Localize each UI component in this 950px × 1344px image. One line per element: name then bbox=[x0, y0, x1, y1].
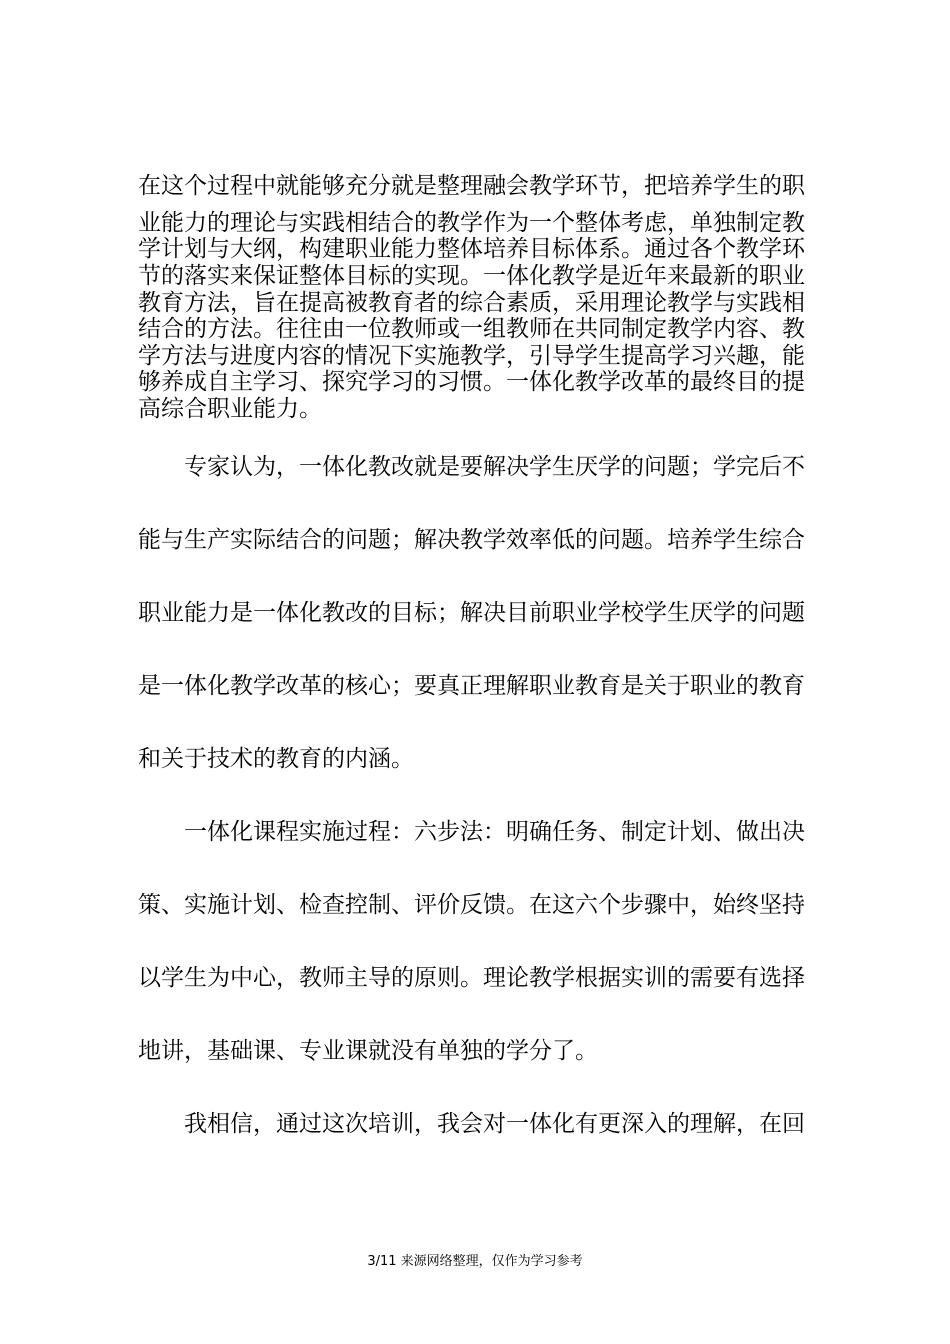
paragraph-1-line-3: 学计划与大纲，构建职业能力整体培养目标体系。通过各个教学环 bbox=[138, 236, 805, 262]
paragraph-1-line-1: 在这个过程中就能够充分就是整理融会教学环节，把培养学生的职 bbox=[138, 173, 805, 199]
paragraph-1-line-7: 学方法与进度内容的情况下实施教学，引导学生提高学习兴趣，能 bbox=[138, 343, 805, 369]
paragraph-3-line-3: 以学生为中心，教师主导的原则。理论教学根据实训的需要有选择 bbox=[138, 965, 805, 991]
paragraph-2-line-4: 是一体化教学改革的核心；要真正理解职业教育是关于职业的教育 bbox=[138, 673, 805, 699]
paragraph-3-line-2: 策、实施计划、检查控制、评价反馈。在这六个步骤中，始终坚持 bbox=[138, 892, 805, 918]
paragraph-1-line-6: 结合的方法。往往由一位教师或一组教师在共同制定教学内容、教 bbox=[138, 316, 805, 342]
paragraph-1-line-2: 业能力的理论与实践相结合的教学作为一个整体考虑，单独制定教 bbox=[138, 210, 805, 236]
paragraph-1-line-9: 高综合职业能力。 bbox=[138, 396, 322, 422]
paragraph-3-line-1: 一体化课程实施过程：六步法：明确任务、制定计划、做出决 bbox=[184, 819, 805, 845]
paragraph-2-line-1: 专家认为，一体化教改就是要解决学生厌学的问题；学完后不 bbox=[184, 454, 805, 480]
paragraph-1-line-8: 够养成自主学习、探究学习的习惯。一体化教学改革的最终目的提 bbox=[138, 369, 805, 395]
paragraph-1-line-5: 教育方法，旨在提高被教育者的综合素质，采用理论教学与实践相 bbox=[138, 290, 805, 316]
paragraph-2-line-3: 职业能力是一体化教改的目标；解决目前职业学校学生厌学的问题 bbox=[138, 600, 805, 626]
paragraph-3-line-4: 地讲，基础课、专业课就没有单独的学分了。 bbox=[138, 1038, 598, 1064]
paragraph-1-line-4: 节的落实来保证整体目标的实现。一体化教学是近年来最新的职业 bbox=[138, 263, 805, 289]
paragraph-4-line-1: 我相信，通过这次培训，我会对一体化有更深入的理解，在回 bbox=[184, 1111, 805, 1137]
page-footer: 3/11 来源网络整理，仅作为学习参考 bbox=[367, 1254, 583, 1269]
paragraph-2-line-2: 能与生产实际结合的问题；解决教学效率低的问题。培养学生综合 bbox=[138, 527, 805, 553]
paragraph-2-line-5: 和关于技术的教育的内涵。 bbox=[138, 746, 414, 772]
